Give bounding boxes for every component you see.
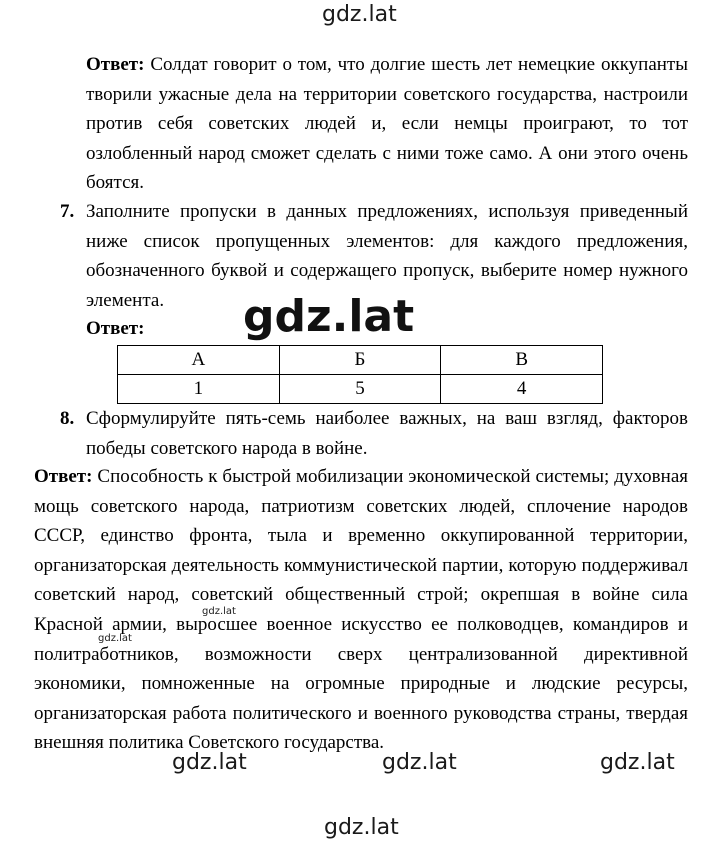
table-cell: 4 (441, 375, 603, 404)
question-7-number: 7. (60, 201, 75, 222)
answer-label: Ответ: (86, 54, 145, 75)
answer-3-paragraph (34, 462, 688, 758)
watermark-large: gdz.lat (243, 291, 415, 342)
watermark-bottom-center: gdz.lat (382, 750, 457, 775)
table-cell: 5 (279, 375, 441, 404)
watermark-bottom-right: gdz.lat (600, 750, 675, 775)
watermark-small: gdz.lat (202, 606, 236, 617)
table-cell: 1 (118, 375, 280, 404)
table-header-cell: Б (279, 346, 441, 375)
watermark-footer: gdz.lat (324, 815, 399, 840)
question-8-number: 8. (60, 408, 75, 429)
table-header-cell: А (118, 346, 280, 375)
watermark-top: gdz.lat (322, 2, 397, 27)
answer-1-paragraph (86, 50, 688, 198)
table-header-row (118, 346, 603, 375)
answer-label: Ответ: (34, 466, 93, 487)
answer-label: Ответ: (86, 318, 145, 339)
question-8-text: Сформулируйте пять-семь наиболее важных, на ваш взгляд, факторов победы советского народа в войне. (86, 408, 688, 459)
table-row (118, 375, 603, 404)
table-header-cell: В (441, 346, 603, 375)
answer-1-text: Солдат говорит о том, что долгие шесть лет немецкие оккупанты творили ужасные дела на территории советского государства, настроили против себя советских людей и, если немцы проиграют, то тот озлобленный народ сможет сделать с ними тоже само. А они этого очень боятся. (86, 54, 688, 194)
answer-3-text: Способность к быстрой мобилизации экономической системы; духовная мощь советского народа, патриотизм советских людей, сплочение народов СССР, единство фронта, тыла и временно оккупированной территории, организаторская деятельность коммунистической партии, которую поддерживал советский народ, советский общественный строй; окрепшая в войне сила Красной армии, выросшее военное искусство ее полководцев, командиров и политработников, возможности сверх централизованной директивной экономики, помноженные на огромные природные и людские ресурсы, организаторская работа политического и военного руководства страны, твердая внешняя политика Советского государства. (34, 466, 688, 754)
answer-table (117, 345, 603, 404)
watermark-bottom-left: gdz.lat (172, 750, 247, 775)
question-7-text: Заполните пропуски в данных предложениях, используя приведенный ниже список пропущенных элементов: для каждого предложения, обозначенного буквой и содержащего пропуск, выберите номер нужного элемента. (86, 201, 688, 311)
watermark-small: gdz.lat (98, 633, 132, 644)
